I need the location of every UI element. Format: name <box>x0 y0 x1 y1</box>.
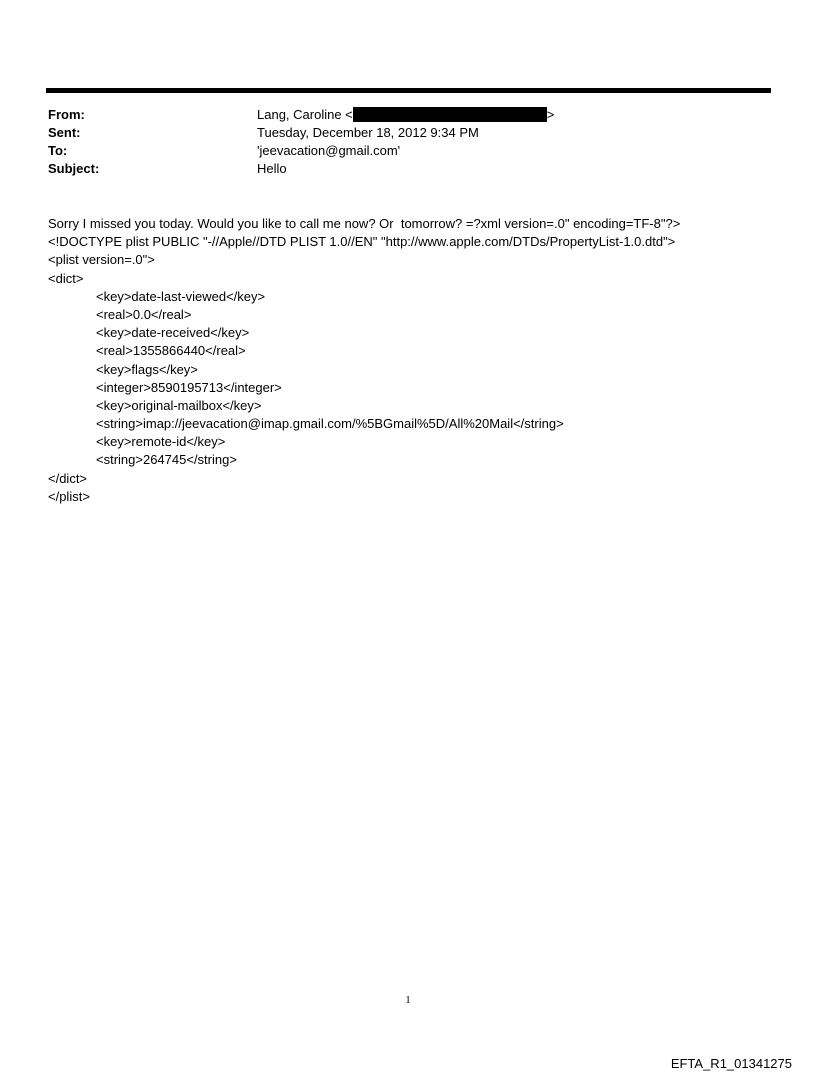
page-number: 1 <box>405 994 411 1006</box>
subject-value: Hello <box>257 161 287 176</box>
header-divider <box>46 88 771 93</box>
from-row <box>48 106 768 124</box>
from-value <box>257 106 554 124</box>
to-row <box>48 142 768 160</box>
body-line: <key>original-mailbox</key> <box>96 397 262 413</box>
body-line: Sorry I missed you today. Would you like to call me now? Or tomorrow? =?xml version=.0" encoding=TF-8"?> <box>48 216 681 231</box>
document-id: EFTA_R1_01341275 <box>670 1056 792 1071</box>
body-line: <real>1355866440</real> <box>96 343 246 359</box>
to-value: 'jeevacation@gmail.com' <box>257 143 401 158</box>
email-body <box>48 215 788 506</box>
from-label: From: <box>48 107 85 122</box>
body-line: <real>0.0</real> <box>96 306 192 322</box>
subject-label: Subject: <box>48 161 100 176</box>
body-line: <key>date-last-viewed</key> <box>96 288 266 304</box>
body-line: </dict> <box>48 470 88 486</box>
redaction-block <box>353 107 547 122</box>
body-line: </plist> <box>48 488 90 504</box>
to-label: To: <box>48 143 68 158</box>
body-line: <string>imap://jeevacation@imap.gmail.com/%5BGmail%5D/All%20Mail</string> <box>96 416 564 432</box>
sent-row <box>48 124 768 142</box>
body-line: <plist version=.0"> <box>48 252 155 268</box>
body-line: <integer>8590195713</integer> <box>96 379 282 395</box>
body-line: <!DOCTYPE plist PUBLIC "-//Apple//DTD PLIST 1.0//EN" "http://www.apple.com/DTDs/PropertyList-1.0.dtd"> <box>48 234 676 250</box>
sent-value: Tuesday, December 18, 2012 9:34 PM <box>257 125 479 140</box>
body-line: <dict> <box>48 270 84 286</box>
body-line: <string>264745</string> <box>96 452 237 468</box>
body-line: <key>remote-id</key> <box>96 434 226 450</box>
from-close: > <box>546 107 555 122</box>
from-name: Lang, Caroline < <box>257 107 353 122</box>
body-line: <key>flags</key> <box>96 361 198 377</box>
sent-label: Sent: <box>48 125 81 140</box>
body-line: <key>date-received</key> <box>96 325 250 341</box>
subject-row <box>48 160 768 178</box>
email-header <box>48 106 768 178</box>
